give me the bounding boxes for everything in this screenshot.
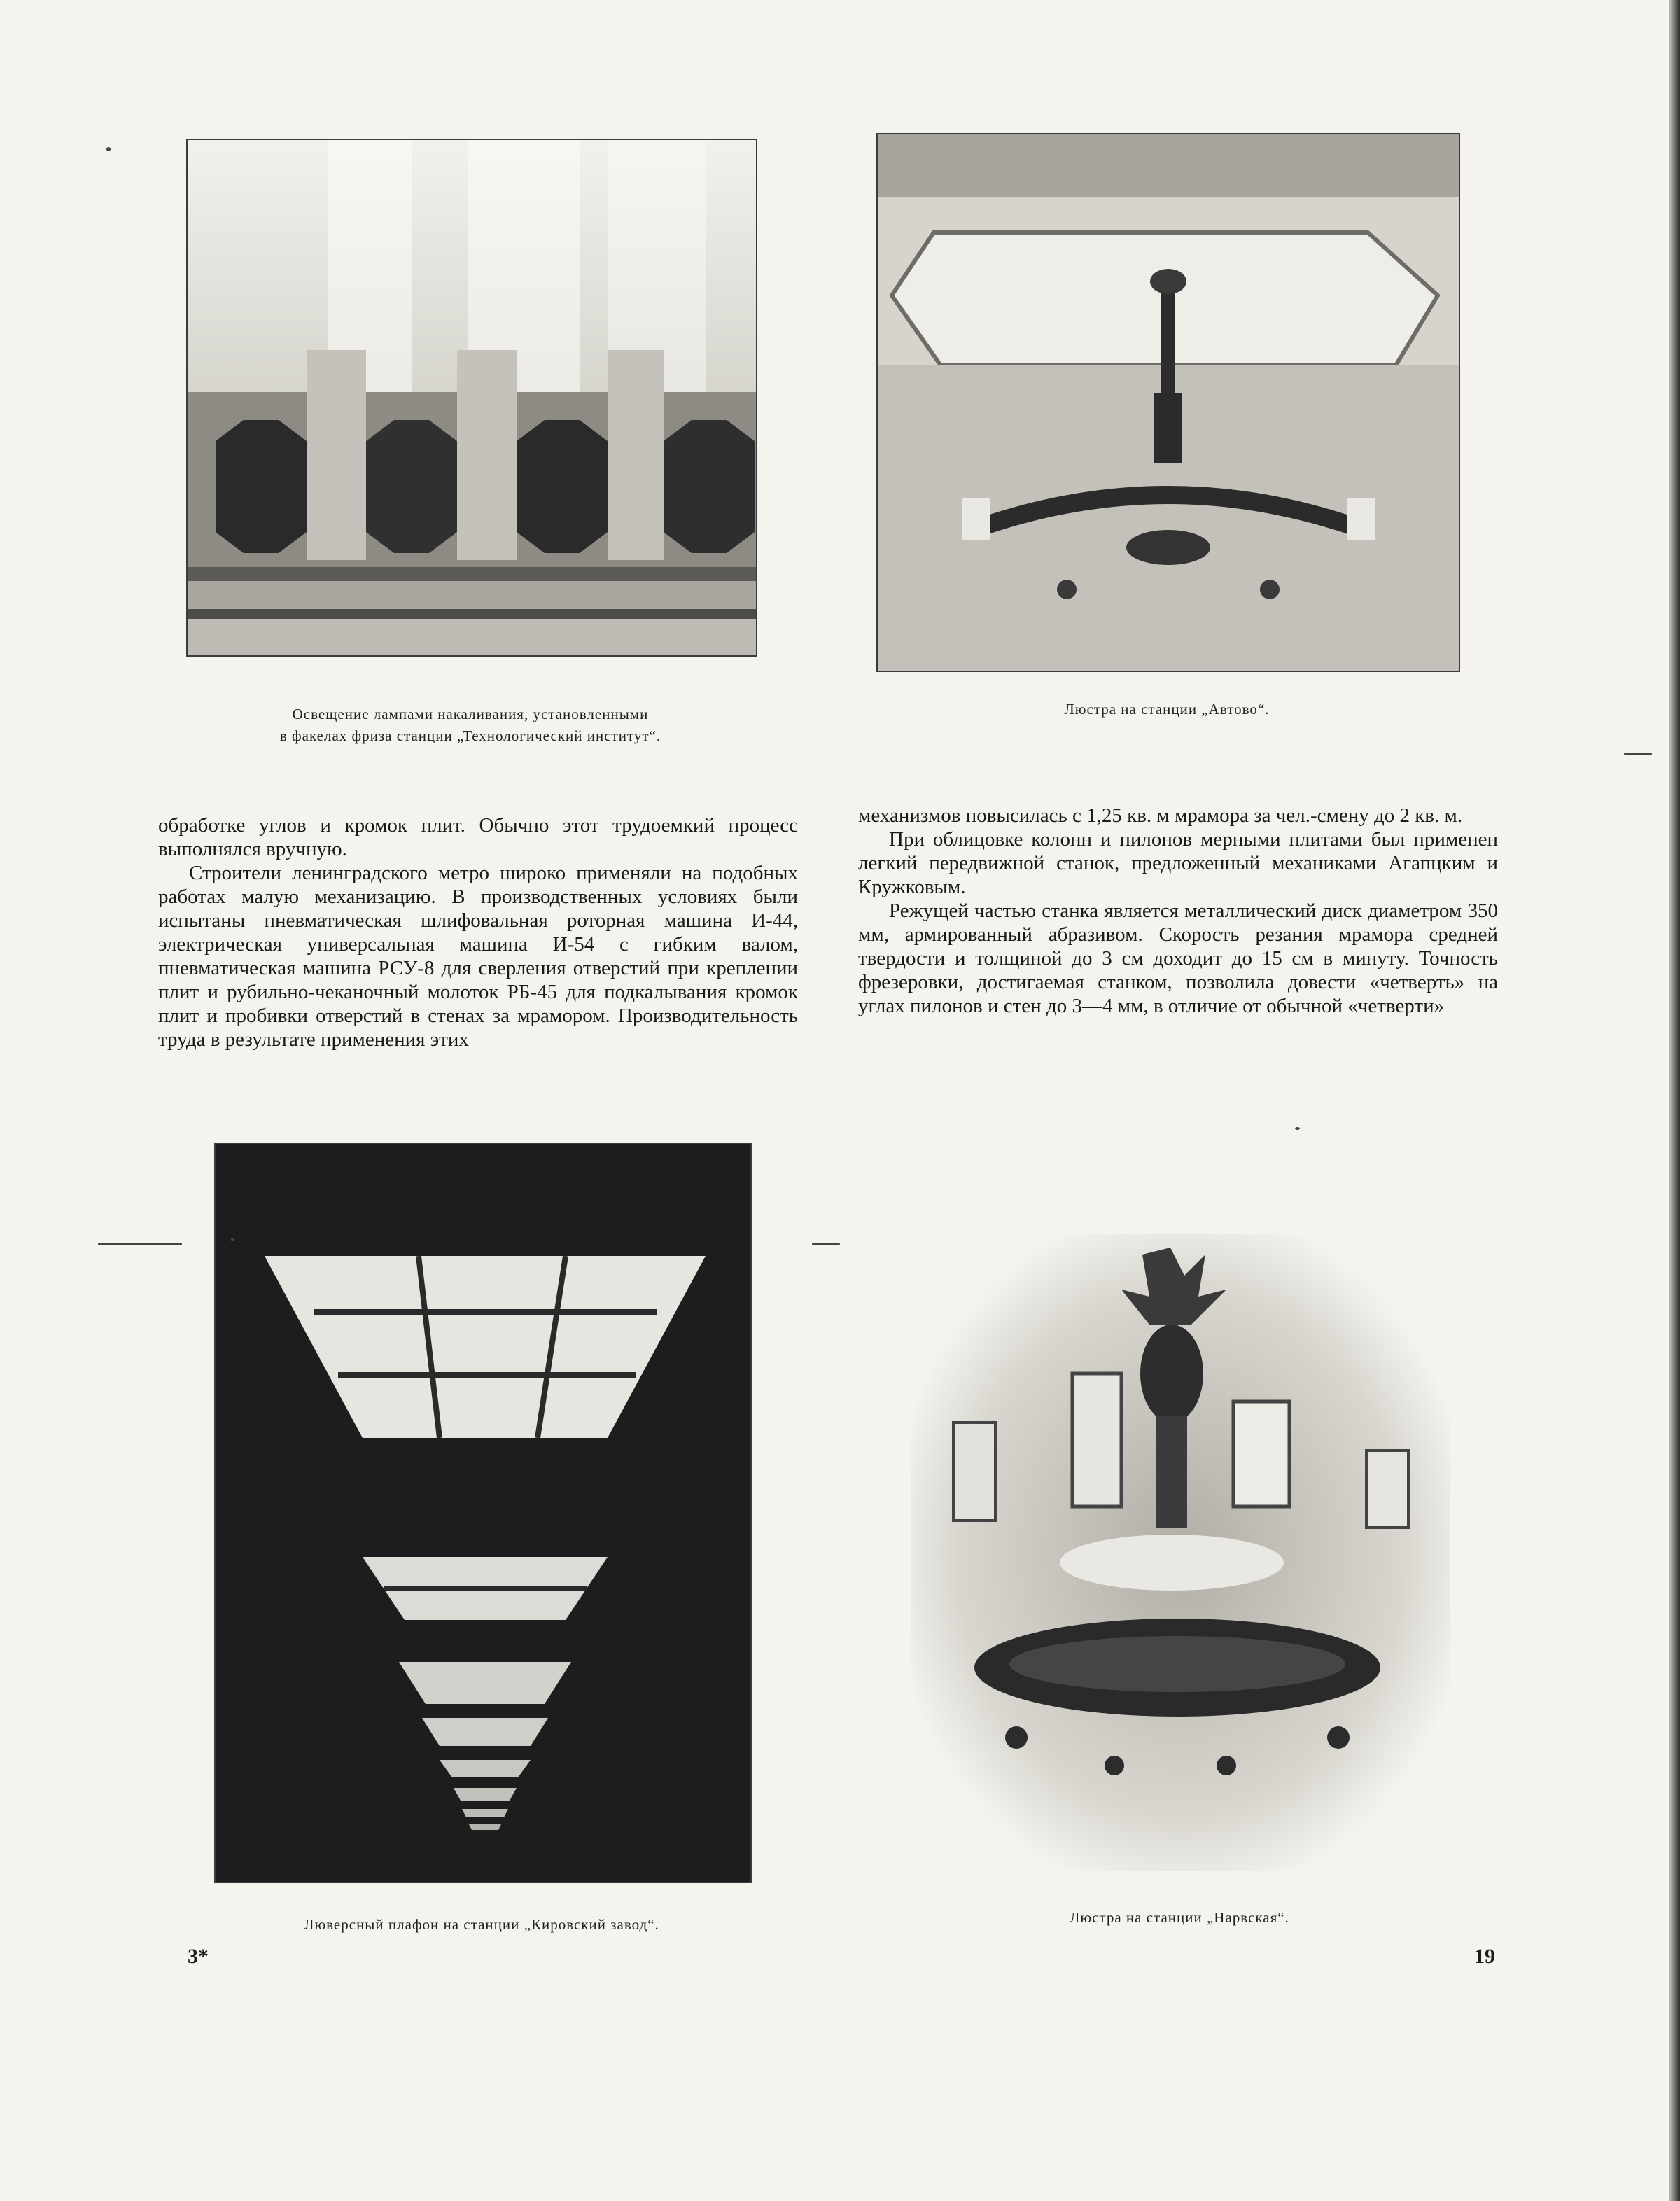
scan-speck: [231, 1238, 234, 1241]
scan-speck: [106, 147, 111, 151]
caption-line: Люстра на станции „Нарвская“.: [1070, 1909, 1289, 1926]
scan-speck: [1624, 753, 1652, 755]
scan-speck: [1295, 1127, 1300, 1130]
paragraph: механизмов повысилась с 1,25 кв. м мрамора за чел.-смену до 2 кв. м.: [858, 804, 1463, 827]
frieze-lamps-photo: [186, 139, 757, 657]
louver-ceiling-caption: [214, 1914, 749, 1936]
page-edge: [1669, 0, 1680, 2201]
left-text-column: [158, 813, 798, 1051]
caption-line: Освещение лампами накаливания, установленными: [292, 706, 649, 722]
avtovo-chandelier-caption: [876, 699, 1457, 720]
narvskaya-chandelier-caption: [910, 1907, 1449, 1929]
avtovo-chandelier-photo: [876, 133, 1460, 672]
paragraph: Строители ленинградского метро широко применяли на подобных работах малую механизацию. В производственных условиях были испытаны пневматическая шлифовальная роторная машина И-44, электрическая универсальная машина И-54 с гибким валом, пневматическая машина РСУ-8 для сверления отверстий при креплении плит и рубильно-чеканочный молоток РБ-45 для подкалывания кромок плит и пробивки отверстий в стенах за мрамором. Производительность труда в результате применения этих: [158, 862, 798, 1051]
paragraph: обработке углов и кромок плит. Обычно этот трудоемкий процесс выполнялся вручную.: [158, 814, 798, 860]
louver-ceiling-photo: [214, 1143, 752, 1883]
scan-speck: [98, 1243, 182, 1245]
paragraph: При облицовке колонн и пилонов мерными плитами был применен легкий передвижной станок, предложенный механиками Агапцким и Кружковым.: [858, 828, 1498, 898]
frieze-lamps-caption: [186, 704, 755, 747]
right-text-column: [858, 804, 1498, 1018]
signature-mark: 3*: [188, 1945, 209, 1968]
page-number: 19: [1474, 1945, 1495, 1968]
narvskaya-chandelier-photo: [910, 1232, 1452, 1872]
scan-speck: [812, 1243, 840, 1245]
caption-line: Люверсный плафон на станции „Кировский завод“.: [304, 1916, 659, 1933]
caption-line: в факелах фриза станции „Технологический институт“.: [279, 727, 662, 744]
caption-line: Люстра на станции „Автово“.: [1064, 701, 1270, 718]
paragraph: Режущей частью станка является металлический диск диаметром 350 мм, армированный абразивом. Скорость резания мрамора средней твердости и толщиной до 3 см доходит до 15 см в минуту. Точность фрезеровки, достигаемая станком, позволила довести «четверть» на углах пилонов и стен до 3—4 мм, в отличие от обычной «четверти»: [858, 900, 1498, 1017]
